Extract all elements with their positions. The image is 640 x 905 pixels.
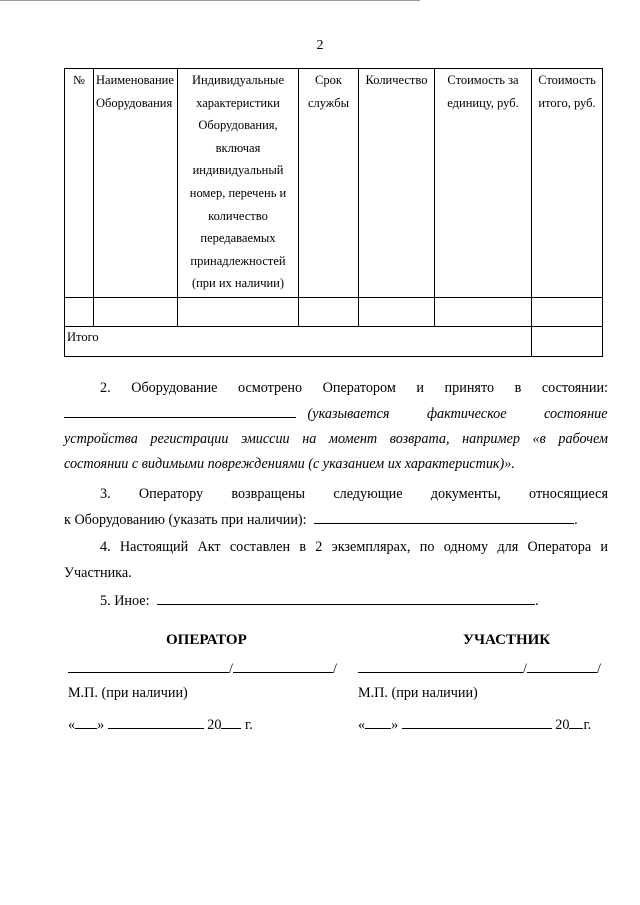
participant-sep-a: / bbox=[523, 661, 527, 677]
operator-year-blank[interactable] bbox=[221, 712, 241, 729]
participant-month-blank[interactable] bbox=[402, 712, 552, 729]
condition-blank-line[interactable] bbox=[64, 401, 296, 418]
p3-end: . bbox=[574, 512, 578, 528]
operator-signature-line bbox=[68, 656, 337, 678]
table-cell[interactable] bbox=[178, 298, 299, 327]
page-number: 2 bbox=[316, 38, 324, 53]
equipment-table bbox=[64, 68, 603, 357]
participant-day-blank[interactable] bbox=[365, 712, 391, 729]
p4-line2: Участника. bbox=[64, 565, 132, 581]
table-header-row bbox=[65, 69, 603, 298]
col-header-name: Наименование Оборудования bbox=[94, 69, 178, 298]
operator-date-line bbox=[68, 712, 253, 734]
table-row bbox=[65, 298, 603, 327]
documents-blank-line[interactable] bbox=[314, 507, 574, 524]
table-cell[interactable] bbox=[435, 298, 532, 327]
year-suffix: г. bbox=[583, 717, 592, 733]
participant-signature-line bbox=[358, 656, 601, 678]
p2-lead: 2. Оборудование осмотрено Оператором и принято в состоянии: bbox=[100, 380, 608, 396]
total-value-cell[interactable] bbox=[532, 327, 603, 357]
p2-italic-a: (указывается фактическое состояние bbox=[307, 406, 608, 422]
operator-day-blank[interactable] bbox=[75, 712, 97, 729]
operator-name-blank[interactable] bbox=[233, 656, 333, 673]
table-total-row bbox=[65, 327, 603, 357]
operator-sep-a: / bbox=[229, 661, 233, 677]
participant-name-blank[interactable] bbox=[527, 656, 597, 673]
operator-stamp-note: М.П. (при наличии) bbox=[68, 685, 188, 701]
participant-stamp-note: М.П. (при наличии) bbox=[358, 685, 478, 701]
participant-date-line bbox=[358, 712, 591, 734]
other-blank-line[interactable] bbox=[157, 588, 535, 605]
col-header-unit-cost: Стоимость за единицу, руб. bbox=[435, 69, 532, 298]
operator-signature-blank[interactable] bbox=[68, 656, 229, 673]
operator-sep-b: / bbox=[332, 661, 337, 677]
col-header-quantity: Количество bbox=[359, 69, 435, 298]
p3-line2 bbox=[64, 507, 608, 534]
table-cell[interactable] bbox=[65, 298, 94, 327]
table-cell[interactable] bbox=[532, 298, 603, 327]
p3-text: к Оборудованию (указать при наличии): bbox=[64, 512, 307, 528]
table-cell[interactable] bbox=[359, 298, 435, 327]
table-cell[interactable] bbox=[299, 298, 359, 327]
participant-year-blank[interactable] bbox=[569, 712, 583, 729]
year-suffix: г. bbox=[245, 717, 253, 733]
col-header-characteristics: Индивидуальные характеристики Оборудования, включая индивидуальный номер, перечень и количество передаваемых принадлежностей (при их наличии) bbox=[178, 69, 299, 298]
operator-title: ОПЕРАТОР bbox=[166, 632, 247, 648]
p2-italic-b: устройства регистрации эмиссии на момент возврата, например «в рабочем bbox=[64, 431, 608, 447]
p5-label: 5. Иное: bbox=[100, 593, 150, 609]
total-label: Итого bbox=[65, 327, 532, 357]
quote-close: » bbox=[391, 717, 399, 733]
p2-italic-c: состоянии с видимыми повреждениями (с указанием их характеристик)». bbox=[64, 456, 515, 472]
year-prefix: 20 bbox=[555, 717, 570, 733]
year-prefix: 20 bbox=[207, 717, 222, 733]
col-header-service-life: Срок службы bbox=[299, 69, 359, 298]
table-cell[interactable] bbox=[94, 298, 178, 327]
operator-month-blank[interactable] bbox=[108, 712, 204, 729]
quote-open: « bbox=[358, 717, 366, 733]
p5-end: . bbox=[535, 593, 539, 609]
col-header-number: № bbox=[65, 69, 94, 298]
p3-line1: 3. Оператору возвращены следующие документы, относящиеся bbox=[100, 486, 608, 502]
p2-line2 bbox=[64, 401, 608, 428]
quote-open: « bbox=[68, 717, 76, 733]
participant-signature-blank[interactable] bbox=[358, 656, 523, 673]
participant-title: УЧАСТНИК bbox=[463, 632, 551, 648]
col-header-total-cost: Стоимость итого, руб. bbox=[532, 69, 603, 298]
participant-sep-b: / bbox=[596, 661, 601, 677]
top-edge-rule bbox=[0, 0, 420, 1]
p5-line bbox=[100, 588, 608, 615]
quote-close: » bbox=[97, 717, 105, 733]
p4-line1: 4. Настоящий Акт составлен в 2 экземплярах, по одному для Оператора и bbox=[100, 539, 608, 555]
